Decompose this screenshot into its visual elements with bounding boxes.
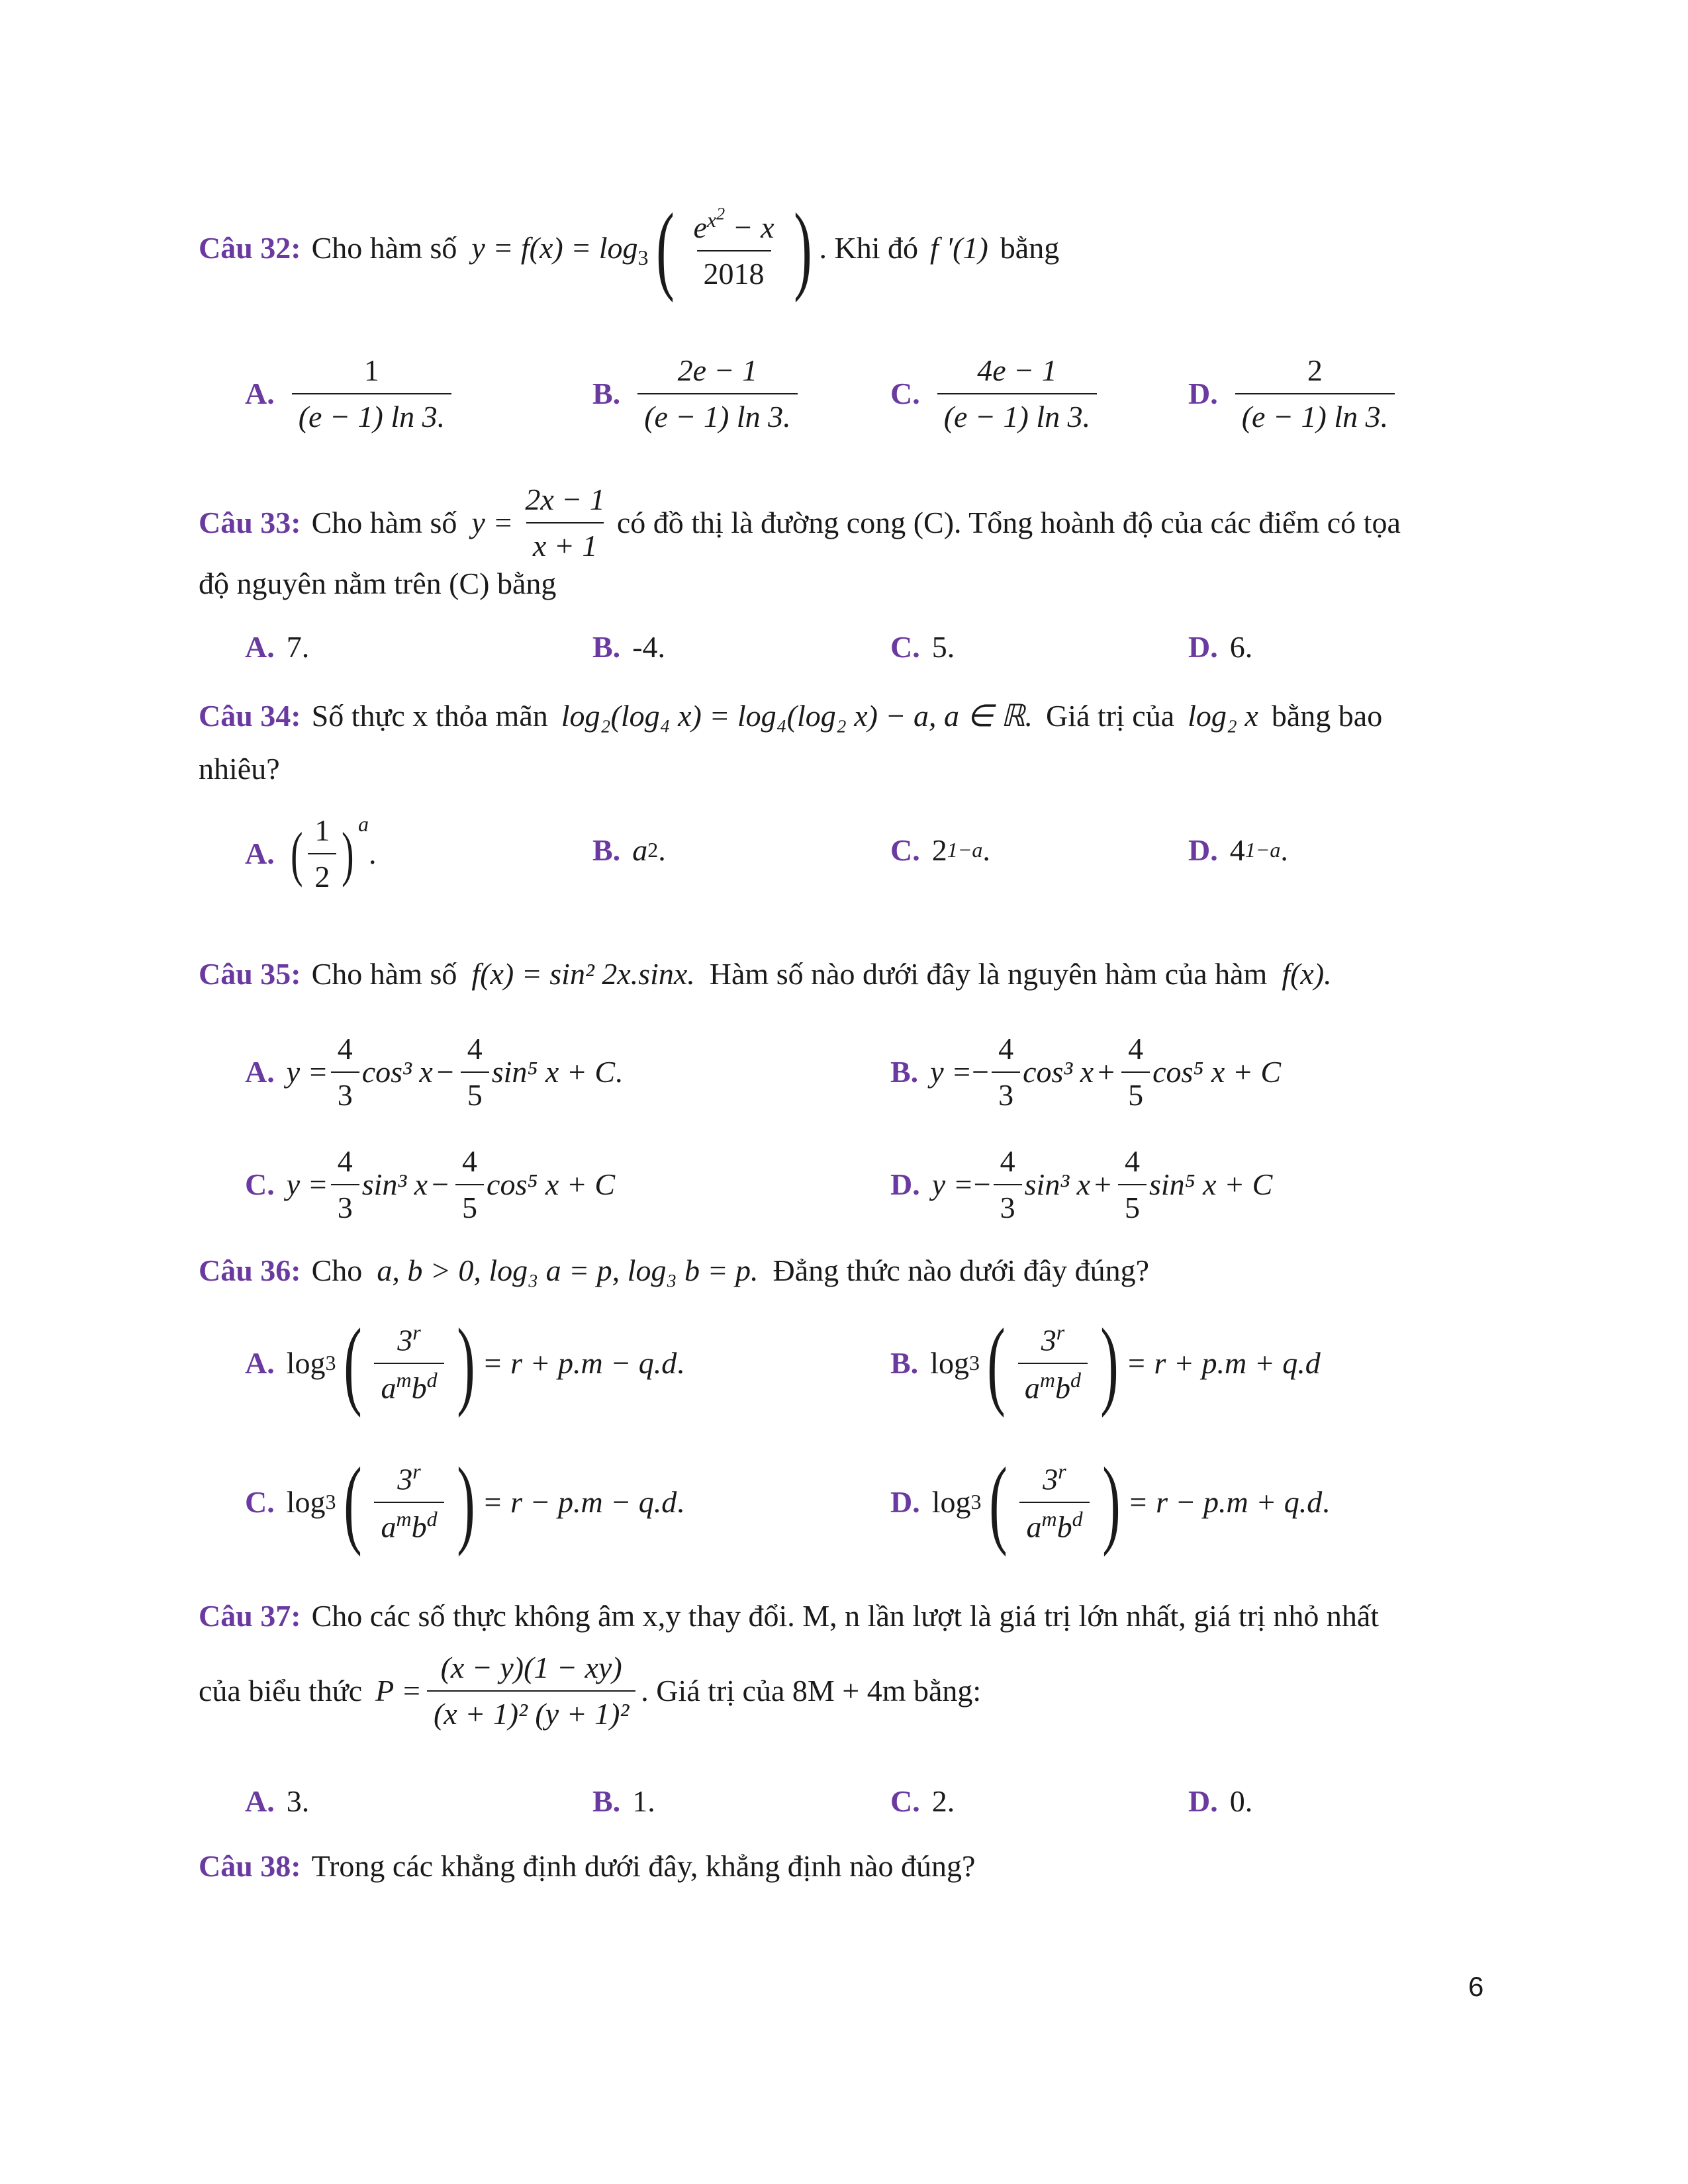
question-text: Cho các số thực không âm x,y thay đổi. M, n lần lượt là giá trị lớn nhất, giá trị nhỏ nhất — [311, 1599, 1380, 1633]
question-text: Cho hàm số — [311, 957, 457, 991]
option-denominator: (e − 1) ln 3. — [637, 393, 797, 437]
option-tail: . — [658, 833, 666, 867]
option-label: B. — [592, 1784, 621, 1818]
option-term: cos⁵ x + C — [487, 1167, 615, 1201]
question-text: . Khi đó — [819, 231, 919, 265]
option-denominator: (e − 1) ln 3. — [937, 393, 1097, 437]
option-term: cos³ x — [361, 1054, 433, 1089]
option-label: D. — [1188, 833, 1218, 867]
option-tail: . — [677, 1346, 684, 1381]
option-label: A. — [245, 1784, 275, 1818]
fraction-numerator: 4 — [337, 1144, 353, 1178]
option-label: C. — [890, 376, 920, 410]
fraction-denominator: 3 — [994, 1184, 1022, 1228]
option-label: B. — [592, 630, 621, 664]
numerator-exponent-power: 2 — [716, 204, 726, 224]
option-value: 3. — [286, 1784, 310, 1818]
option-label: C. — [890, 1784, 920, 1818]
option-d[interactable] — [1188, 627, 1252, 667]
denominator-m: m — [396, 1507, 412, 1531]
log-argument: ( $\frac{e^{x^2} - x}{2018}$ ) — [655, 193, 812, 303]
question-text: có đồ thị là đường cong (C). Tổng hoành độ của các điểm có tọa — [616, 505, 1401, 539]
option-label: C. — [890, 630, 920, 664]
option-label: B. — [890, 1346, 919, 1381]
option-d[interactable] — [1188, 831, 1288, 870]
numerator-exponent: r — [1058, 1459, 1066, 1483]
option-c[interactable] — [245, 1142, 615, 1228]
option-d[interactable]: D. log 3 ( $\frac{3^r}{a^mb^d}$ ) = r − p.m + q.d . — [890, 1447, 1330, 1557]
option-label: C. — [890, 833, 920, 867]
option-b[interactable] — [592, 831, 666, 870]
option-value: -4. — [632, 630, 666, 664]
option-d[interactable] — [890, 1142, 1272, 1228]
numerator-base: 3 — [1043, 1462, 1058, 1496]
expression: log₂ x — [1188, 699, 1258, 733]
fraction-denominator: 3 — [331, 1184, 359, 1228]
option-exponent: 1−a — [947, 838, 983, 862]
option-tail: . — [1322, 1485, 1330, 1520]
option-operator: + — [1094, 1167, 1111, 1201]
option-base: a — [632, 833, 648, 867]
denominator-d: d — [426, 1368, 438, 1392]
option-a[interactable] — [245, 1029, 623, 1115]
denominator-a: a — [381, 1510, 397, 1544]
question-label: Câu 34: — [199, 699, 301, 733]
question-38 — [199, 1846, 1489, 1886]
option-label: A. — [245, 376, 275, 410]
option-base: 4 — [1229, 833, 1245, 867]
denominator: (x + 1)² (y + 1)² — [427, 1690, 635, 1734]
option-rhs: = r − p.m + q.d — [1127, 1485, 1323, 1520]
denominator-a: a — [1026, 1510, 1042, 1544]
fraction-denominator: 3 — [992, 1071, 1020, 1115]
numerator-base: 3 — [397, 1462, 413, 1496]
option-label: A. — [245, 630, 275, 664]
option-exponent: a — [358, 812, 369, 836]
option-exponent: 1−a — [1244, 838, 1281, 862]
option-b[interactable]: B. log 3 ( $\frac{3^r}{a^mb^d}$ ) = r + p.m + q.d — [890, 1308, 1321, 1418]
denominator-a: a — [1024, 1371, 1040, 1405]
option-operator: − — [436, 1054, 454, 1089]
question-33-cont: độ nguyên nằm trên (C) bằng — [199, 567, 557, 600]
fraction-numerator: 4 — [1128, 1032, 1144, 1066]
denominator: 2018 — [697, 250, 771, 294]
fraction-numerator: 4 — [1000, 1144, 1015, 1178]
option-a[interactable] — [245, 1782, 309, 1821]
denominator-b: b — [1055, 1371, 1071, 1405]
option-tail: . — [615, 1054, 623, 1089]
option-denominator: (e − 1) ln 3. — [292, 393, 451, 437]
question-label: Câu 35: — [199, 957, 301, 991]
fraction-denominator: 5 — [1121, 1071, 1150, 1115]
log-base: 3 — [970, 1490, 982, 1514]
option-b[interactable] — [890, 1029, 1281, 1115]
option-label: D. — [1188, 1784, 1218, 1818]
option-d[interactable] — [1188, 1782, 1252, 1821]
numerator-exponent: r — [1056, 1320, 1065, 1344]
option-value: 7. — [286, 630, 310, 664]
question-33 — [199, 480, 1489, 566]
fraction-denominator: 5 — [1118, 1184, 1147, 1228]
question-label: Câu 33: — [199, 505, 301, 539]
question-text: bằng — [1000, 231, 1060, 265]
question-text: Cho hàm số — [311, 231, 457, 265]
fraction-denominator: 5 — [461, 1071, 489, 1115]
fraction-numerator: 4 — [1125, 1144, 1140, 1178]
option-label: C. — [245, 1485, 275, 1520]
option-value: 0. — [1229, 1784, 1253, 1818]
option-term: cos⁵ x + C — [1152, 1054, 1282, 1089]
question-text: của biểu thức — [199, 1673, 363, 1707]
option-value: 5. — [931, 630, 955, 664]
fraction-denominator: 5 — [455, 1184, 484, 1228]
option-operator: + — [1098, 1054, 1115, 1089]
question-37 — [199, 1596, 1489, 1636]
question-34 — [199, 696, 1489, 736]
question-text: Trong các khẳng định dưới đây, khẳng định nào đúng? — [311, 1849, 976, 1883]
question-36 — [199, 1251, 1489, 1291]
option-label: D. — [1188, 376, 1218, 410]
denominator-d: d — [426, 1507, 438, 1531]
denominator-b: b — [411, 1371, 427, 1405]
option-term: sin³ x — [361, 1167, 428, 1201]
fraction-numerator: 4 — [337, 1032, 353, 1066]
denominator-m: m — [1039, 1368, 1056, 1392]
argument-fraction — [686, 203, 780, 294]
option-a[interactable]: A. log 3 ( $\frac{3^r}{a^mb^d}$ ) = r + p.m − q.d . — [245, 1308, 684, 1418]
option-label: B. — [592, 376, 621, 410]
option-term: sin³ x — [1024, 1167, 1091, 1201]
option-d[interactable] — [1188, 351, 1400, 437]
option-c[interactable] — [890, 1782, 955, 1821]
question-label: Câu 38: — [199, 1849, 301, 1883]
option-lead: y = — [286, 1054, 328, 1089]
option-lead: y = — [931, 1167, 974, 1201]
option-label: C. — [245, 1167, 275, 1201]
question-label: Câu 36: — [199, 1253, 301, 1287]
equation: log₂(log₄ x) = log₄(log₂ x) − a, a ∈ ℝ. — [561, 699, 1033, 733]
option-sign: − — [973, 1167, 991, 1201]
option-c[interactable] — [890, 627, 955, 667]
option-numerator: 2 — [1307, 353, 1323, 387]
numerator-base: e — [693, 210, 707, 245]
option-lead: y = — [930, 1054, 972, 1089]
condition: a, b > 0, log₃ a = p, log₃ b = p. — [377, 1253, 759, 1287]
option-c[interactable] — [890, 831, 990, 870]
option-label: D. — [890, 1485, 920, 1520]
numerator-base: 3 — [1041, 1323, 1056, 1357]
question-32 — [199, 193, 1489, 303]
option-b[interactable] — [592, 627, 665, 667]
denominator-d: d — [1072, 1507, 1083, 1531]
numerator-exponent: x — [706, 207, 717, 232]
fraction-numerator: 4 — [467, 1032, 483, 1066]
question-37-cont — [199, 1648, 1489, 1734]
question-33-options — [199, 627, 1489, 674]
option-label: A. — [245, 836, 275, 870]
denominator: x + 1 — [526, 522, 604, 566]
fraction-numerator: 4 — [998, 1032, 1014, 1066]
question-label: Câu 37: — [199, 1599, 301, 1633]
numerator-tail: − x — [725, 210, 774, 245]
denominator-m: m — [1041, 1507, 1057, 1531]
question-35 — [199, 954, 1489, 994]
log-function: log — [931, 1485, 971, 1520]
option-sign: − — [972, 1054, 990, 1089]
question-text: Số thực x thỏa mãn — [311, 699, 548, 733]
log-base: 3 — [325, 1351, 336, 1375]
function-name: f(x). — [1282, 957, 1332, 991]
log-function: log — [930, 1346, 969, 1381]
fraction-numerator: 4 — [462, 1144, 478, 1178]
option-rhs: = r + p.m − q.d — [482, 1346, 677, 1381]
option-label: D. — [890, 1167, 920, 1201]
option-base: 2 — [931, 833, 947, 867]
denominator-b: b — [411, 1510, 427, 1544]
option-a[interactable]: A. ( $\frac{1}{2}$ ) $^a$ . — [245, 811, 377, 897]
fraction-denominator: 3 — [331, 1071, 359, 1115]
question-text: bằng bao — [1271, 699, 1383, 733]
denominator-m: m — [396, 1368, 412, 1392]
option-value: 6. — [1229, 630, 1253, 664]
option-label: B. — [592, 833, 621, 867]
option-rhs: = r − p.m − q.d — [482, 1485, 677, 1520]
numerator-exponent: r — [412, 1459, 421, 1483]
option-numerator: 4e − 1 — [977, 353, 1057, 387]
numerator-base: 3 — [397, 1323, 413, 1357]
question-text: Đẳng thức nào dưới đây đúng? — [773, 1253, 1150, 1287]
expression-lhs: P = — [375, 1673, 422, 1707]
function-definition: f(x) = sin² 2x.sinx. — [471, 957, 695, 991]
denominator-a: a — [381, 1371, 397, 1405]
option-c[interactable]: C. log 3 ( $\frac{3^r}{a^mb^d}$ ) = r − p.m − q.d . — [245, 1447, 684, 1557]
option-b[interactable] — [592, 351, 803, 437]
option-term: sin⁵ x + C — [491, 1054, 616, 1089]
page-number: 6 — [1468, 1971, 1484, 2002]
option-exponent: 2 — [647, 838, 659, 862]
function-lhs: y = — [471, 505, 514, 539]
numerator: (x − y)(1 − xy) — [440, 1651, 622, 1684]
option-value: 2. — [931, 1784, 955, 1818]
option-a[interactable] — [245, 351, 457, 437]
question-text: Giá trị của — [1046, 699, 1175, 733]
numerator-exponent: r — [412, 1320, 421, 1344]
option-value: 1. — [632, 1784, 655, 1818]
question-text: Hàm số nào dưới đây là nguyên hàm của hàm — [709, 957, 1268, 991]
option-tail: . — [677, 1485, 684, 1520]
option-b[interactable] — [592, 1782, 655, 1821]
option-operator: − — [432, 1167, 449, 1201]
derivative-expression: f '(1) — [930, 231, 988, 265]
question-text: Cho — [311, 1253, 363, 1287]
option-numerator: 1 — [314, 813, 330, 847]
option-tail: . — [369, 836, 377, 870]
option-rhs: = r + p.m + q.d — [1125, 1346, 1321, 1381]
question-36-options — [199, 1308, 1489, 1578]
question-34-options — [199, 811, 1489, 903]
option-label: B. — [890, 1054, 919, 1089]
question-32-options — [199, 351, 1489, 457]
option-denominator: (e − 1) ln 3. — [1235, 393, 1395, 437]
question-37-options — [199, 1782, 1489, 1828]
option-tail: . — [982, 833, 990, 867]
question-text: Cho hàm số — [311, 505, 457, 539]
option-c[interactable] — [890, 351, 1102, 437]
log-function: log — [286, 1485, 326, 1520]
option-lead: y = — [286, 1167, 328, 1201]
denominator-b: b — [1056, 1510, 1072, 1544]
question-text: . Giá trị của 8M + 4m bằng: — [641, 1673, 982, 1707]
option-label: D. — [1188, 630, 1218, 664]
option-term: cos³ x — [1023, 1054, 1094, 1089]
option-label: A. — [245, 1054, 275, 1089]
option-label: A. — [245, 1346, 275, 1381]
log-function: log — [286, 1346, 326, 1381]
log-base: 3 — [968, 1351, 980, 1375]
option-numerator: 2e − 1 — [677, 353, 758, 387]
option-denominator: 2 — [308, 853, 336, 897]
numerator: 2x − 1 — [525, 482, 605, 516]
log-base: 3 — [637, 246, 649, 270]
log-base: 3 — [325, 1490, 336, 1514]
option-a[interactable] — [245, 627, 309, 667]
function-definition: y = f(x) = log — [471, 231, 638, 265]
question-35-options — [199, 1029, 1489, 1248]
option-numerator: 1 — [363, 353, 379, 387]
question-34-cont: nhiêu? — [199, 752, 280, 786]
denominator-d: d — [1070, 1368, 1082, 1392]
question-label: Câu 32: — [199, 231, 301, 265]
option-term: sin⁵ x + C — [1149, 1167, 1273, 1201]
option-tail: . — [1280, 833, 1288, 867]
